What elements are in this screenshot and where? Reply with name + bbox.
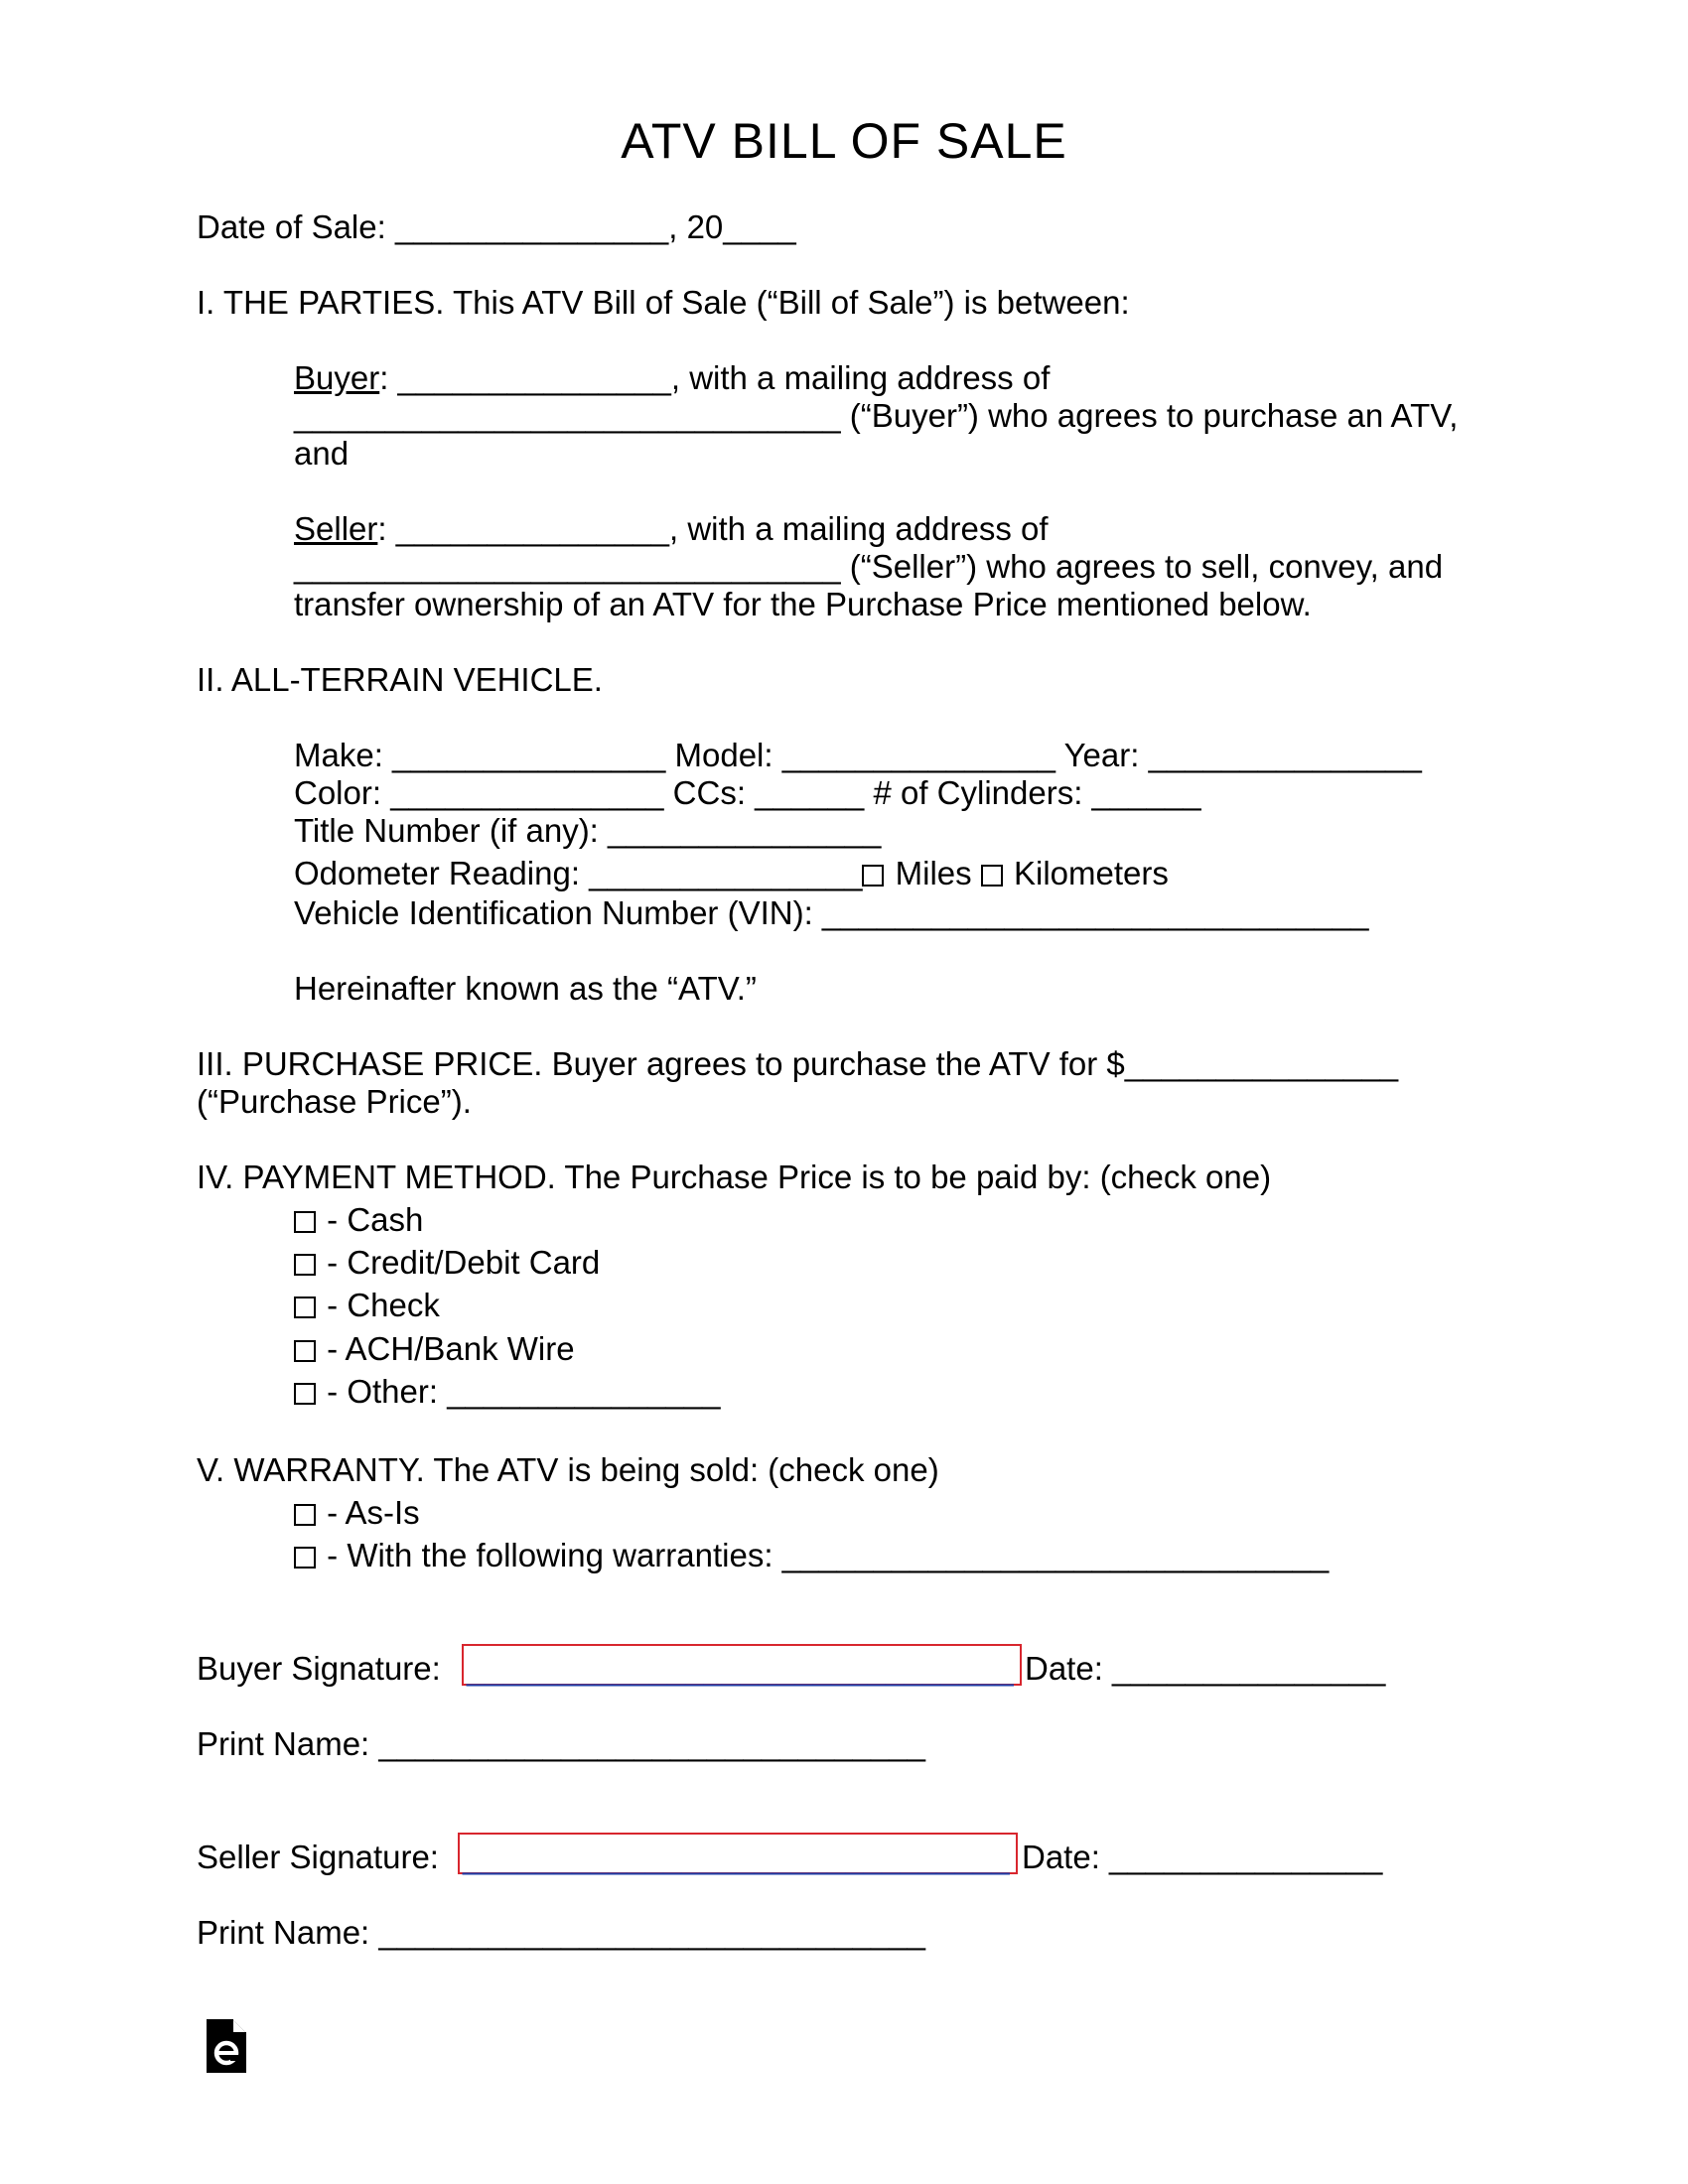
buyer-date[interactable]: Date: _______________ — [1025, 1650, 1386, 1687]
vehicle-odometer-line — [294, 855, 1169, 892]
buyer-line-1-rest[interactable]: : _______________, with a mailing address of — [379, 359, 1051, 396]
checkbox-icon[interactable] — [294, 1297, 316, 1318]
buyer-line-3: and — [294, 435, 350, 472]
miles-checkbox-icon[interactable] — [862, 865, 884, 887]
buyer-line-2[interactable]: ______________________________ (“Buyer”) who agrees to purchase an ATV, — [294, 397, 1459, 434]
payment-option-other[interactable] — [294, 1373, 721, 1411]
checkbox-icon[interactable] — [294, 1547, 316, 1569]
buyer-signature-label: Buyer Signature: — [197, 1650, 441, 1687]
purchase-price-line-1[interactable]: III. PURCHASE PRICE. Buyer agrees to purchase the ATV for $_______________ — [197, 1045, 1399, 1082]
warranty-option-as-is[interactable] — [294, 1494, 420, 1532]
buyer-line-1 — [294, 359, 1050, 397]
payment-option-label: - Check — [327, 1287, 440, 1323]
buyer-print-name[interactable]: Print Name: ______________________________ — [197, 1725, 925, 1762]
vehicle-color-ccs-cylinders[interactable]: Color: _______________ CCs: ______ # of Cylinders: ______ — [294, 774, 1201, 811]
payment-option-label: - Other: _______________ — [327, 1373, 721, 1410]
checkbox-icon[interactable] — [294, 1211, 316, 1233]
odometer-field[interactable]: Odometer Reading: _______________ — [294, 855, 863, 891]
document-title: ATV BILL OF SALE — [621, 113, 1067, 169]
buyer-label: Buyer — [294, 359, 380, 396]
warranty-option-label: - As-Is — [327, 1494, 420, 1531]
seller-signature-line[interactable]: ______________________________ — [463, 1839, 1010, 1875]
checkbox-icon[interactable] — [294, 1504, 316, 1526]
warranty-option-with[interactable] — [294, 1537, 1329, 1574]
payment-option-label: - ACH/Bank Wire — [327, 1330, 575, 1367]
seller-line-1-rest[interactable]: : _______________, with a mailing address of — [377, 510, 1049, 547]
warranty-option-label: - With the following warranties: ______________________________ — [327, 1537, 1330, 1573]
checkbox-icon[interactable] — [294, 1383, 316, 1405]
miles-label: Miles — [886, 855, 981, 891]
parties-heading: I. THE PARTIES. This ATV Bill of Sale (“Bill of Sale”) is between: — [197, 284, 1130, 321]
checkbox-icon[interactable] — [294, 1254, 316, 1276]
seller-print-name[interactable]: Print Name: ______________________________ — [197, 1914, 925, 1951]
kilometers-checkbox-icon[interactable] — [981, 865, 1003, 887]
vehicle-make-model-year[interactable]: Make: _______________ Model: _______________ Year: _______________ — [294, 737, 1422, 773]
eforms-logo-icon — [207, 2019, 246, 2073]
payment-option-cash[interactable] — [294, 1201, 423, 1239]
seller-date[interactable]: Date: _______________ — [1022, 1839, 1383, 1875]
seller-signature-label: Seller Signature: — [197, 1839, 439, 1875]
payment-option-ach[interactable] — [294, 1330, 575, 1368]
vehicle-heading: II. ALL-TERRAIN VEHICLE. — [197, 661, 603, 698]
seller-line-3: transfer ownership of an ATV for the Purchase Price mentioned below. — [294, 586, 1312, 622]
payment-option-label: - Credit/Debit Card — [327, 1244, 601, 1281]
seller-label: Seller — [294, 510, 378, 547]
purchase-price-line-2: (“Purchase Price”). — [197, 1083, 472, 1120]
kilometers-label: Kilometers — [1004, 855, 1169, 891]
payment-option-check[interactable] — [294, 1287, 440, 1324]
seller-line-1 — [294, 510, 1049, 548]
vehicle-vin[interactable]: Vehicle Identification Number (VIN): ______________________________ — [294, 894, 1369, 931]
buyer-signature-line[interactable]: ______________________________ — [467, 1650, 1014, 1687]
checkbox-icon[interactable] — [294, 1340, 316, 1362]
payment-option-label: - Cash — [327, 1201, 424, 1238]
warranty-heading: V. WARRANTY. The ATV is being sold: (check one) — [197, 1451, 939, 1488]
vehicle-title-number[interactable]: Title Number (if any): _______________ — [294, 812, 882, 849]
date-of-sale[interactable]: Date of Sale: _______________, 20____ — [197, 208, 796, 245]
payment-option-card[interactable] — [294, 1244, 600, 1282]
seller-line-2[interactable]: ______________________________ (“Seller”) who agrees to sell, convey, and — [294, 548, 1444, 585]
hereinafter-text: Hereinafter known as the “ATV.” — [294, 970, 757, 1007]
payment-heading: IV. PAYMENT METHOD. The Purchase Price is to be paid by: (check one) — [197, 1159, 1272, 1195]
